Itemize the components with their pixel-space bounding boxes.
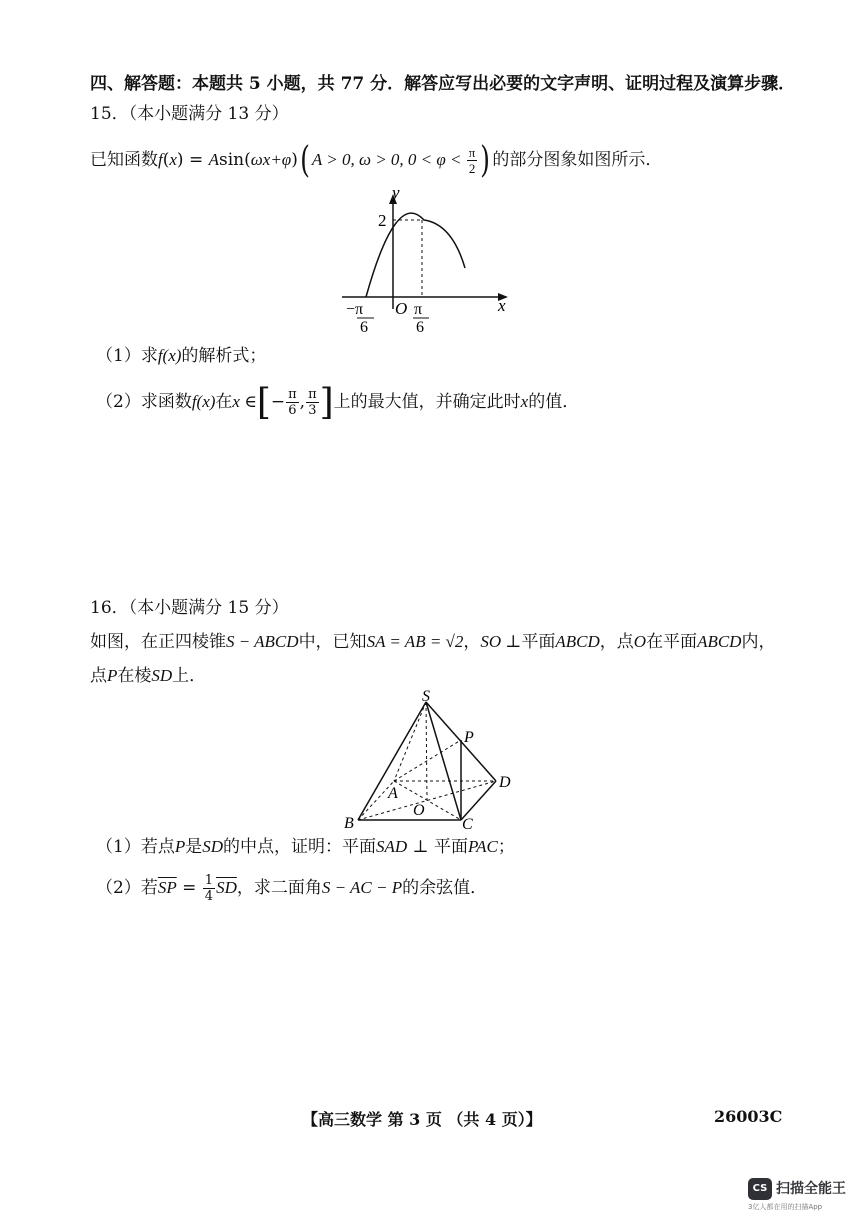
- label-S: S: [422, 690, 430, 705]
- neg-six-label: 6: [360, 319, 368, 336]
- scanner-watermark: [748, 1176, 858, 1222]
- height-SO: [426, 702, 427, 800]
- q15-rparen: ): [176, 150, 184, 170]
- neg-pi-over-6: $\frac{\pi}{6}$: [288, 387, 297, 418]
- pi-over-3: $\frac{\pi}{3}$: [308, 387, 317, 418]
- edge-CD: [461, 781, 496, 820]
- label-P: P: [464, 729, 474, 746]
- q15-conditions: A > 0, ω > 0, 0 < φ <: [311, 150, 466, 169]
- page-footer: 【高三数学 第 3 页 （共 4 页）】: [302, 1110, 542, 1129]
- q15-eq: =: [183, 150, 209, 170]
- q15-part2: （2）求函数f(x)在x ∈[− $\frac{\pi}{6}$ , $\frac{\pi}{3}$ ]上的最大值，并确定此时x的值．: [96, 381, 580, 423]
- exam-code: 26003C: [714, 1107, 783, 1126]
- q15-number: 15．（本小题满分 13 分）: [90, 104, 289, 124]
- q15-stem: 已知函数f(x) = Asin(ωx+φ)( A > 0, ω > 0, 0 < φ < $\frac{\pi}{2}$ ) 的部分图象如图所示．: [90, 139, 663, 181]
- q16-pyramid-figure: [336, 690, 526, 830]
- q15-sin: sin: [219, 150, 245, 170]
- q15-stem-prefix: 已知函数: [90, 150, 158, 170]
- q16-part1: （1）若点P是SD的中点，证明：平面SAD ⊥ 平面PAC；: [96, 837, 515, 857]
- q15-part1: （1）求f(x)的解析式；: [96, 346, 267, 366]
- q15-f: f: [158, 150, 163, 169]
- pos-six-label: 6: [416, 319, 424, 336]
- q15-graph: [330, 184, 520, 336]
- label-A: A: [388, 785, 398, 802]
- max-value-label: 2: [378, 211, 387, 230]
- q15-A: A: [208, 150, 220, 169]
- edge-SA: [394, 702, 426, 781]
- label-C: C: [462, 816, 473, 830]
- one-quarter: $\frac{1}{4}$: [204, 873, 214, 904]
- q15-x: x: [169, 150, 177, 169]
- origin-label: O: [395, 299, 408, 318]
- y-label: y: [392, 184, 400, 202]
- label-O: O: [413, 802, 425, 819]
- scanner-tagline: 3亿人都在用的扫描App: [748, 1203, 823, 1211]
- label-B: B: [344, 815, 354, 830]
- q16-number: 16．（本小题满分 15 分）: [90, 598, 289, 618]
- label-D: D: [499, 774, 511, 791]
- x-label: x: [498, 296, 506, 315]
- q16-stem-line2: 点P在棱SD上．: [90, 666, 207, 686]
- q15-pi-over-2: $\frac{\pi}{2}$: [468, 145, 476, 176]
- q15-stem-suffix: 的部分图象如图所示．: [492, 150, 663, 170]
- camscanner-logo: CS: [748, 1178, 772, 1200]
- q15-arg-open: (: [244, 150, 251, 170]
- q16-part2: （2）若$\overline{SP}$ = $\frac{1}{4}$ $\overline{SD}$，求二面角S − AC − P的余弦值．: [96, 873, 488, 904]
- q15-arg-close: ): [291, 150, 298, 170]
- q15-lparen: (: [162, 150, 170, 170]
- segment-AP: [394, 740, 461, 781]
- scanner-app-name: 扫描全能王: [776, 1181, 846, 1197]
- q16-stem-line1: 如图，在正四棱锥S − ABCD中，已知SA = AB = √2，SO ⊥平面ABCD，点O在平面ABCD内，: [90, 632, 776, 652]
- pos-pi-label: π: [414, 301, 423, 318]
- section-heading: 四、解答题：本题共 5 小题，共 77 分．解答应写出必要的文字声明、证明过程及演算步骤．: [90, 74, 796, 94]
- neg-pi-label: −π: [346, 301, 364, 318]
- q15-arg: ωx+φ: [250, 150, 292, 169]
